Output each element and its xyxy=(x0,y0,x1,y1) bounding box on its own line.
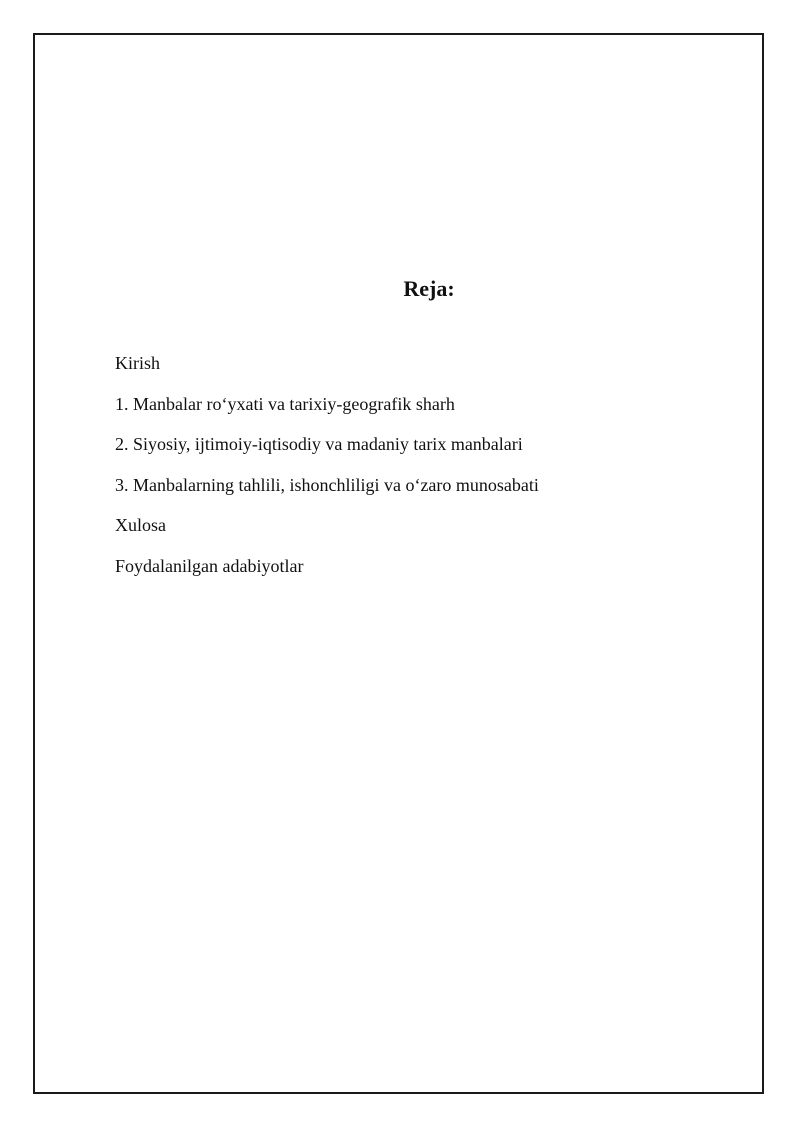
plan-item-introduction: Kirish xyxy=(115,353,160,373)
plan-item-3: 3. Manbalarning tahlili, ishonchliligi va oʻzaro munosabati xyxy=(115,474,539,495)
plan-item-conclusion: Xulosa xyxy=(115,515,166,536)
plan-title: Reja: xyxy=(403,276,455,301)
plan-item-references: Foydalanilgan adabiyotlar xyxy=(115,555,304,576)
plan-item-1: 1. Manbalar roʻyxati va tarixiy-geografik sharh xyxy=(115,393,455,414)
plan-list xyxy=(115,352,539,596)
plan-item-2: 2. Siyosiy, ijtimoiy-iqtisodiy va madaniy tarix manbalari xyxy=(115,434,523,455)
